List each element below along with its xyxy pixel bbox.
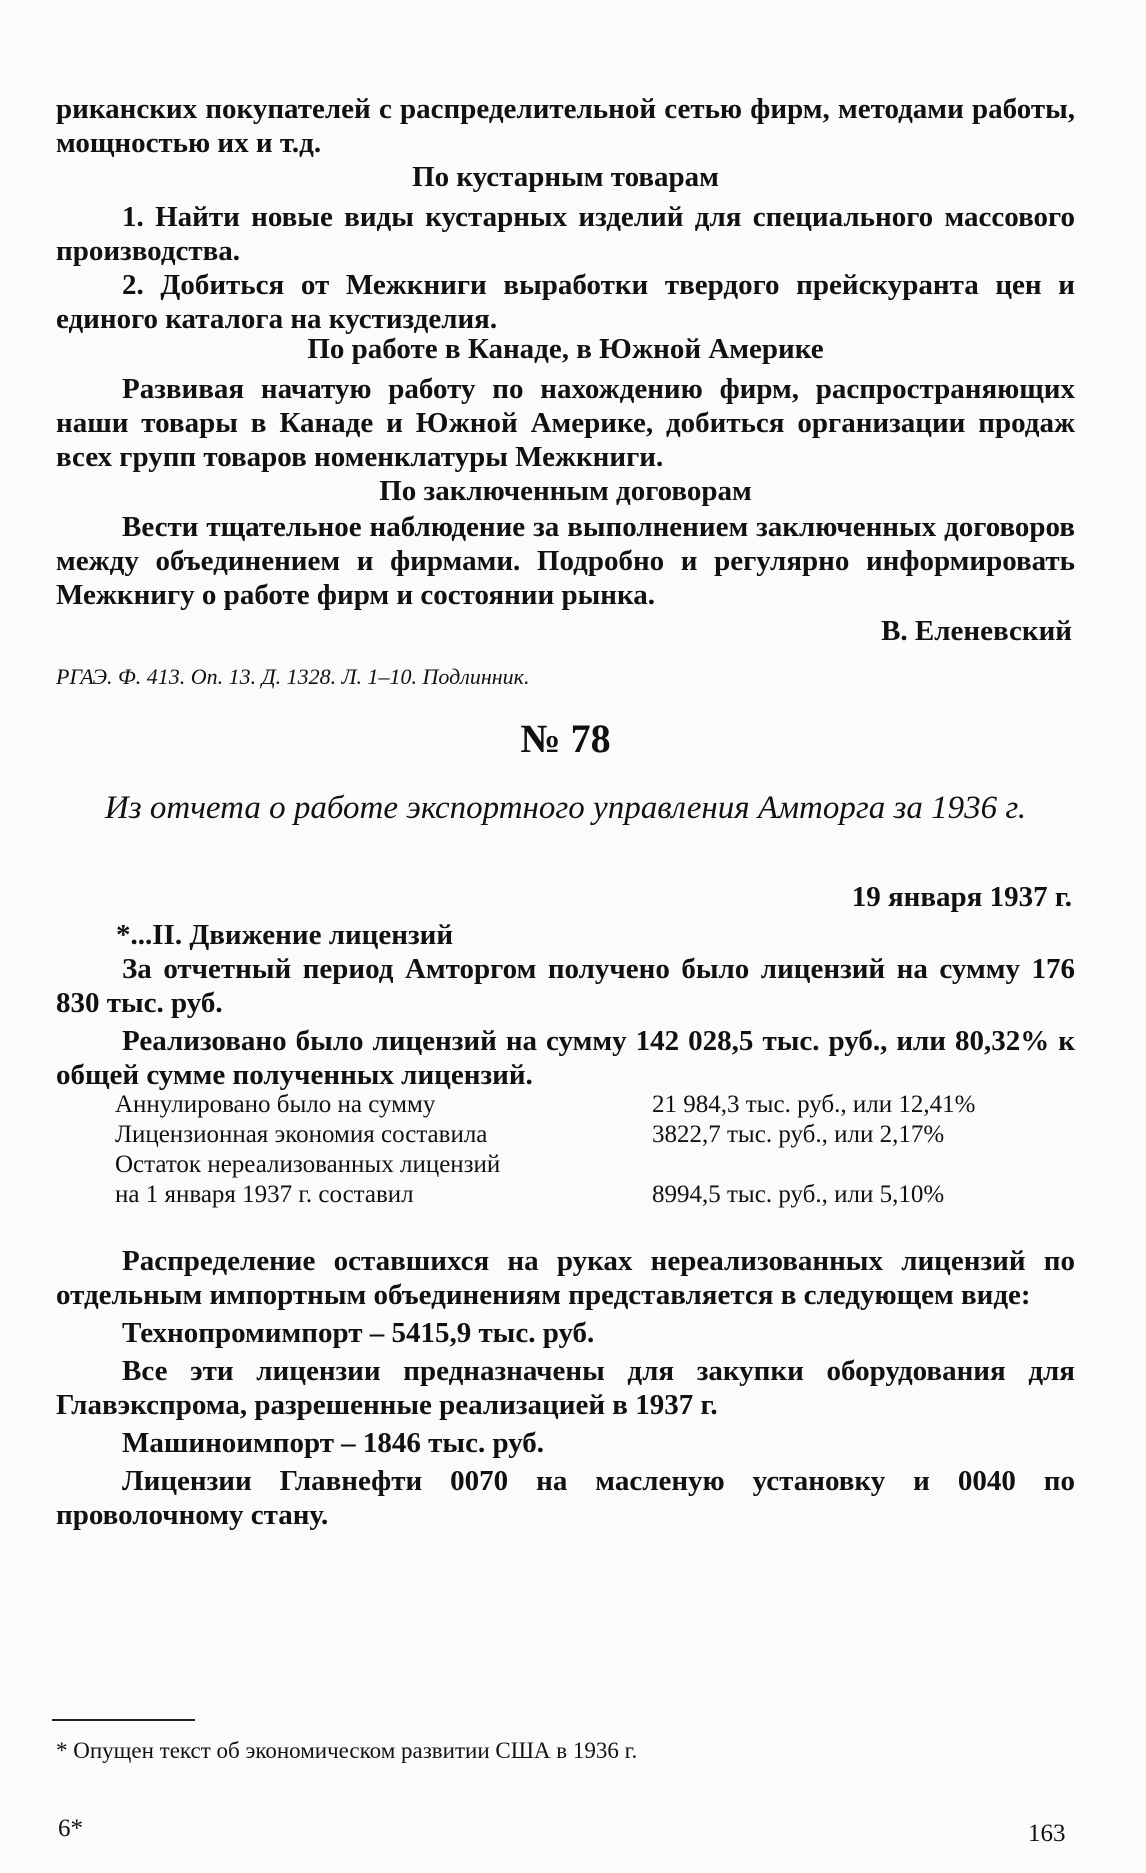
dogovor-paragraph: Вести тщательное наблюдение за выполнением заключенных договоров между объединением и фирмами. Подробно и регулярно информировать Межкнигу о работе фирм и состоянии рынка. xyxy=(56,511,1075,611)
body-part-2 xyxy=(56,1244,1075,1532)
body-part-1 xyxy=(56,918,1075,1092)
paragraph-mashino: Машиноимпорт – 1846 тыс. руб. xyxy=(122,1427,545,1459)
paragraph-realized: Реализовано было лицензий на сумму 142 028,5 тыс. руб., или 80,32% к общей сумме полученных лицензий. xyxy=(56,1025,1075,1091)
document-date: 19 января 1937 г. xyxy=(851,881,1072,913)
signature-mark: 6* xyxy=(58,1815,83,1842)
paragraph-buyers: риканских покупателей с распределительной сетью фирм, методами работы, мощностью их и т.д. xyxy=(56,93,1075,159)
heading-dogovor: По заключенным договорам xyxy=(379,475,752,507)
document-title: Из отчета о работе экспортного управления Амторга за 1936 г. xyxy=(104,790,1027,826)
document-number: № 78 xyxy=(520,716,611,761)
paragraph-glavexprom: Все эти лицензии предназначены для закупки оборудования для Главэкспрома, разрешенные реализацией в 1937 г. xyxy=(56,1355,1075,1421)
continued-paragraph xyxy=(56,92,1075,160)
paragraph-distribution: Распределение оставшихся на руках нереализованных лицензий по отдельным импортным объединениям представляется в следующем виде: xyxy=(56,1245,1075,1311)
paragraph-item-1: 1. Найти новые виды кустарных изделий для специального массового производства. xyxy=(56,201,1075,267)
heading-canada: По работе в Канаде, в Южной Америке xyxy=(307,333,824,365)
paragraph-received: За отчетный период Амторгом получено было лицензий на сумму 176 830 тыс. руб. xyxy=(56,953,1075,1019)
section-heading: *...II. Движение лицензий xyxy=(116,919,454,951)
document-page: риканских покупателей с распределительной сетью фирм, методами работы, мощностью их и т.д. По кустарным товарам 1. Найти новые виды кустарных изделий для специального массового производства. 2. Добиться от Межкниги выработки твердого прейскуранта цен и единого каталога на кустизделия. По работе в Канаде, в Южной Америке Развивая начатую работу по нахождению фирм, распространяющих наши товары в Канаде и Южной Америке, добиться организации продаж всех групп товаров номенклатуры Межкниги. По заключенным договорам Вести тщательное наблюдение за выполнением заключенных договоров между объединением и фирмами. Подробно и регулярно информировать Межкнигу о работе фирм и состоянии рынка. В. Еленевский РГАЭ. Ф. 413. Оп. 13. Д. 1328. Л. 1–10. Подлинник. № 78 Из отчета о работе экспортного управления Амторга за 1936 г. 19 января 1937 г. *...II. Движение лицензий За отчетный период Амторгом получено было лицензий на сумму 176 830 тыс. руб. Реализовано было лицензий на сумму 142 028,5 тыс. руб., или 80,32% к общей сумме полученных лицензий. Аннулировано было на сумму 21 984,3 тыс. руб., или 12,41% Лицензионная экономия составила 3822,7 тыс. руб., или 2,17% Остаток нереализованных лицензий на 1 января 1937 г. составил 8994,5 тыс. руб., или 5,10% Распределение оставшихся на руках нереализованных лицензий по отдельным импортным объединениям представляется в следующем виде: Технопромимпорт – 5415,9 тыс. руб. Все эти лицензии предназначены для закупки оборудования для Главэкспрома, разрешенные реализацией в 1937 г. Машиноимпорт – 1846 тыс. руб. Лицензии Главнефти 0070 на масленую установку и 0040 по проволочному стану. * Опущен текст об экономическом развитии США в 1936 г. 6* 163 xyxy=(0,0,1146,1873)
signature: В. Еленевский xyxy=(881,615,1072,647)
paragraph-item-2: 2. Добиться от Межкниги выработки твердого прейскуранта цен и единого каталога на кустизделия. xyxy=(56,269,1075,335)
footnote-rule xyxy=(52,1719,195,1721)
heading-kustar: По кустарным товарам xyxy=(412,161,719,193)
footnote: * Опущен текст об экономическом развитии США в 1936 г. xyxy=(56,1738,638,1763)
kustar-items xyxy=(56,200,1075,336)
page-number: 163 xyxy=(1028,1820,1066,1847)
paragraph-techno: Технопромимпорт – 5415,9 тыс. руб. xyxy=(122,1317,595,1349)
canada-paragraph: Развивая начатую работу по нахождению фирм, распространяющих наши товары в Канаде и Южной Америке, добиться организации продаж всех групп товаров номенклатуры Межкниги. xyxy=(56,373,1075,473)
archive-source: РГАЭ. Ф. 413. Оп. 13. Д. 1328. Л. 1–10. Подлинник. xyxy=(56,664,530,689)
paragraph-glavneft: Лицензии Главнефти 0070 на масленую установку и 0040 по проволочному стану. xyxy=(56,1465,1075,1531)
